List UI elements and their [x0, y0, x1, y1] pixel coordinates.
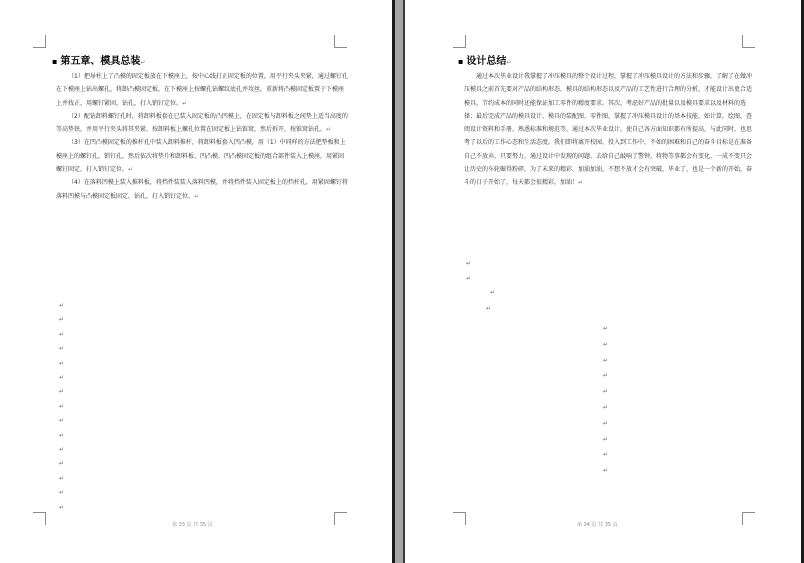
- document-page-34: [403, 0, 804, 563]
- paragraph-mark: ↵: [194, 192, 200, 200]
- empty-paragraph-mark: ↵: [486, 305, 492, 312]
- paragraph-mark: ↵: [140, 59, 146, 66]
- empty-paragraph-mark: ↵: [603, 388, 609, 396]
- paragraph: （4）在落料凹模上装入推料板，将挡件装装入落料凹模，并将挡件装入固定板上的挡杆孔，用紧固螺钉将落料凹模与凸模固定板固定，钻孔，打入销钉定位。↵: [56, 179, 348, 200]
- paragraph-mark: ↵: [128, 166, 134, 174]
- paragraph-mark: ↵: [578, 179, 584, 187]
- paragraph: 通过本次毕业设计我掌握了冲压模具的整个设计过程，掌握了冲压模具设计的方法和步骤，了解了在做冲压模具之前首先要对产品的结构形态，模具的结构形态以及产品的工艺性进行合理的分析，才能设计出更合适模具，节约成本的同时还能保证加工零件的精度要求。其次，考虑好产品的批量以及模具要求以及材料的选择；最后完成产品的模具设计、模具的装配图、零件图，掌握了冲压模具设计的基本技能，如计算，绘图，查阅设计资料和手册，熟悉标准和规范等，通过本次毕业设计，使自己各方面知识都有所提高，与此同时，也思考了以后的工作心态和生活态度。我们即将离开校园、投入到工作中，不如的困难和自己的奋斗目标是在准备自己不放弃，只要努力，通过设计中发现的问题、去给自己敲响了警钟，将物等事都会有变化，一成不变只会让历史的车轮碾得粉碎，为了未来的精彩，加油加油，不想不放才会有突破，毕业了，也是一个新的开始，奋斗的日子开始了，每天都会很精彩，加油！↵: [464, 73, 753, 187]
- paragraph: （3）在凹凸模固定板的推杆孔中装入卸料推杆，将卸料板套入凹凸模，用（1）中同样的方法把垫板和上模座上的螺钉孔，销钉孔，然后依次将垫片和卸料板、凹凸模、凹凸模固定板的组合部件装入上模座，用紧固螺钉固定，打入销钉定位。↵: [56, 139, 346, 174]
- empty-paragraph-mark: ↵: [59, 302, 65, 309]
- empty-paragraph-mark: ↵: [603, 356, 609, 364]
- page-footer: 第 33 页 共 35 页: [172, 522, 213, 528]
- bullet-mark: ▪: [458, 57, 464, 66]
- empty-paragraph-mark: ↵: [603, 435, 609, 443]
- empty-paragraph-mark: ↵: [466, 260, 472, 267]
- empty-paragraph-mark: ↵: [59, 316, 65, 324]
- empty-paragraph-mark: ↵: [603, 340, 609, 348]
- empty-paragraph-mark: ↵: [59, 460, 65, 468]
- empty-paragraph-mark: ↵: [59, 489, 65, 497]
- empty-paragraph-mark: ↵: [59, 446, 65, 453]
- empty-paragraph-marks: [405, 0, 801, 563]
- page-footer: 第 34 页 共 35 页: [577, 522, 618, 528]
- paragraph-mark: ↵: [506, 59, 512, 66]
- empty-paragraph-mark: ↵: [59, 503, 65, 511]
- empty-paragraph-mark: ↵: [603, 467, 609, 475]
- empty-paragraph-mark: ↵: [603, 372, 609, 380]
- empty-paragraph-marks: [0, 0, 392, 563]
- empty-paragraph-mark: ↵: [59, 474, 65, 482]
- empty-paragraph-mark: ↵: [59, 417, 65, 425]
- empty-paragraph-mark: ↵: [59, 345, 65, 353]
- document-page-33: [0, 0, 395, 563]
- empty-paragraph-mark: ↵: [603, 451, 609, 459]
- empty-paragraph-mark: ↵: [603, 325, 609, 332]
- empty-paragraph-mark: ↵: [59, 330, 65, 338]
- empty-paragraph-mark: ↵: [59, 431, 65, 439]
- empty-paragraph-mark: ↵: [603, 404, 609, 411]
- empty-paragraph-mark: ↵: [603, 419, 609, 427]
- empty-paragraph-mark: ↵: [59, 374, 65, 381]
- paragraph: （1）把导柱上了凸模的固定板放在下模座上，按中心线打正固定板的位置，用平行夹头夹紧，通过螺钉孔在下模座上钻出螺孔，将卸凸模固定板，在下模座上按螺孔钻螺纹底孔并攻丝，重新将凸模固定板置于下模座上并找正，用螺钉紧固，钻孔，打入销钉定位。↵: [56, 73, 348, 107]
- empty-paragraph-mark: ↵: [59, 359, 65, 367]
- empty-paragraph-mark: ↵: [59, 388, 65, 396]
- section-heading-text: 设计总结: [466, 56, 507, 67]
- empty-paragraph-mark: ↵: [466, 275, 472, 282]
- empty-paragraph-mark: ↵: [490, 289, 496, 296]
- empty-paragraph-mark: ↵: [59, 402, 65, 410]
- paragraph-mark: ↵: [182, 99, 188, 107]
- chapter-heading-text: 第五章、模具总装: [60, 56, 141, 67]
- bullet-mark: ▪: [52, 57, 58, 66]
- paragraph-mark: ↵: [326, 126, 332, 134]
- paragraph: （2）配钻卸料螺钉孔时，将卸料板套在已装入固定板的凸凹模上，在固定板与卸料板之间垫上适当高度的等高垫铁，并用平行夹头将其夹紧，按卸料板上螺孔位置在固定板上钻锥窝，然后拆开，按锥窝钻孔。↵: [56, 112, 348, 134]
